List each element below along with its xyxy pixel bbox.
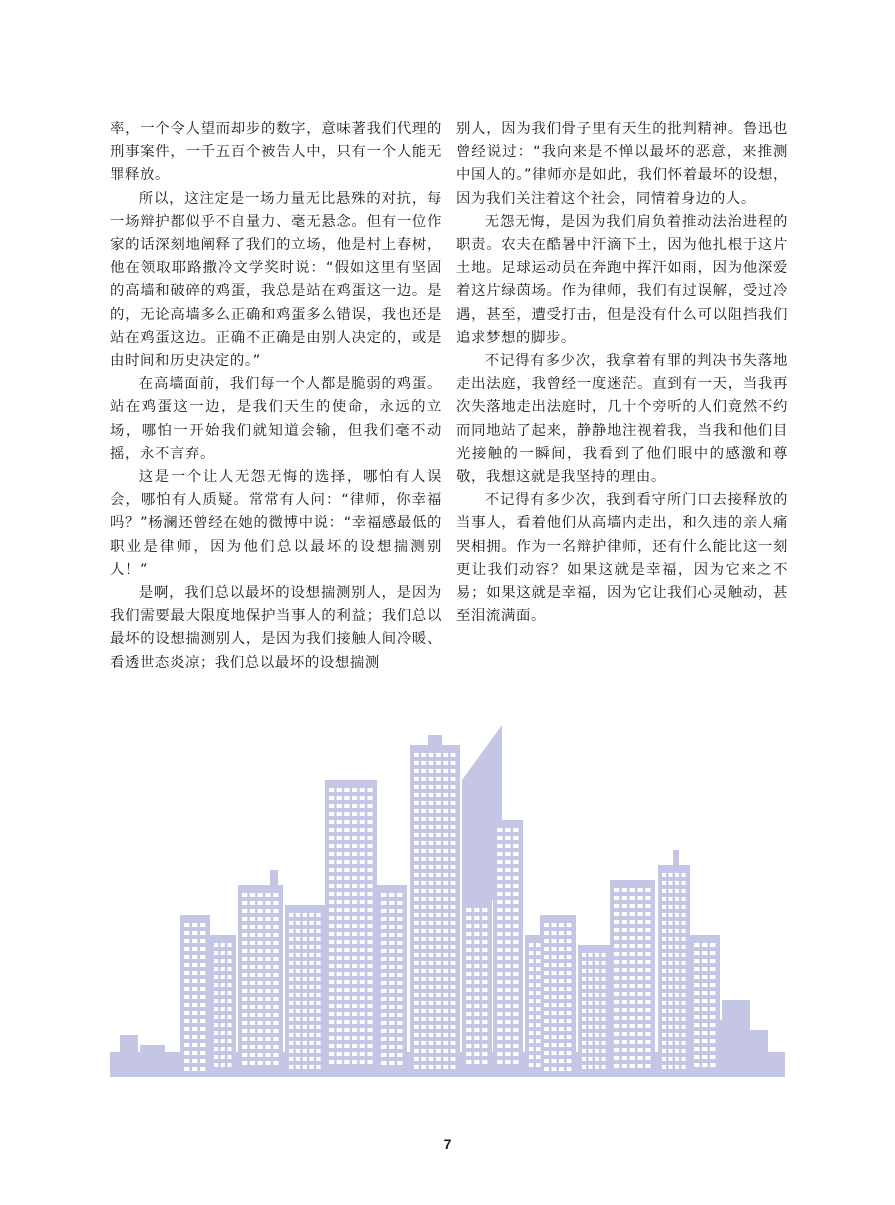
left-text-column (110, 118, 442, 675)
paragraph: 这是一个让人无怨无悔的选择，哪怕有人误会，哪怕有人质疑。常常有人问：“律师，你幸福吗？”杨澜还曾经在她的微博中说：“幸福感最低的职业是律师，因为他们总以最坏的设想揣测别人！” (110, 469, 442, 578)
right-text-column (456, 118, 788, 628)
paragraph: 所以，这注定是一场力量无比悬殊的对抗，每一场辩护都似乎不自量力、毫无悬念。但有一位作家的话深刻地阐释了我们的立场，他是村上春树，他在领取耶路撒冷文学奖时说：“假如这里有坚固的高墙和破碎的鸡蛋，我总是站在鸡蛋这一边。是的，无论高墙多么正确和鸡蛋多么错误，我也还是站在鸡蛋这边。正确不正确是由别人决定的，或是由时间和历史决定的。” (110, 190, 442, 370)
paragraph: 在高墙面前，我们每一个人都是脆弱的鸡蛋。站在鸡蛋这一边，是我们天生的使命，永远的立场，哪怕一开始我们就知道会输，但我们毫不动摇，永不言弃。 (110, 376, 442, 462)
city-skyline-icon (110, 700, 785, 1080)
paragraph: 不记得有多少次，我到看守所门口去接释放的当事人，看着他们从高墙内走出，和久违的亲人痛哭相拥。作为一名辩护律师，还有什么能比这一刻更让我们动容？如果这就是幸福，因为它来之不易；如果这就是幸福，因为它让我们心灵触动，甚至泪流满面。 (456, 492, 788, 625)
paragraph: 是啊，我们总以最坏的设想揣测别人，是因为我们需要最大限度地保护当事人的利益；我们总以最坏的设想揣测别人，是因为我们接触人间冷暖、看透世态炎凉；我们总以最坏的设想揣测 (110, 585, 442, 671)
page-number: 7 (443, 1136, 452, 1152)
paragraph: 不记得有多少次，我拿着有罪的判决书失落地走出法庭，我曾经一度迷茫。直到有一天，当我再次失落地走出法庭时，几十个旁听的人们竟然不约而同地站了起来，静静地注视着我，当我和他们目光接触的一瞬间，我看到了他们眼中的感激和尊敬，我想这就是我坚持的理由。 (456, 353, 788, 486)
paragraph: 率，一个令人望而却步的数字，意味著我们代理的刑事案件，一千五百个被告人中，只有一个人能无罪释放。 (110, 121, 442, 184)
paragraph: 无怨无悔，是因为我们肩负着推动法治进程的职责。农夫在酷暑中汗滴下土，因为他扎根于这片土地。足球运动员在奔跑中挥汗如雨，因为他深爱着这片绿茵场。作为律师，我们有过误解，受过冷遇，甚至，遭受打击，但是没有什么可以阻挡我们追求梦想的脚步。 (456, 213, 788, 346)
paragraph: 别人，因为我们骨子里有天生的批判精神。鲁迅也曾经说过：“我向来是不惮以最坏的恶意，来推测中国人的。”律师亦是如此，我们怀着最坏的设想，因为我们关注着这个社会，同情着身边的人。 (456, 121, 788, 207)
